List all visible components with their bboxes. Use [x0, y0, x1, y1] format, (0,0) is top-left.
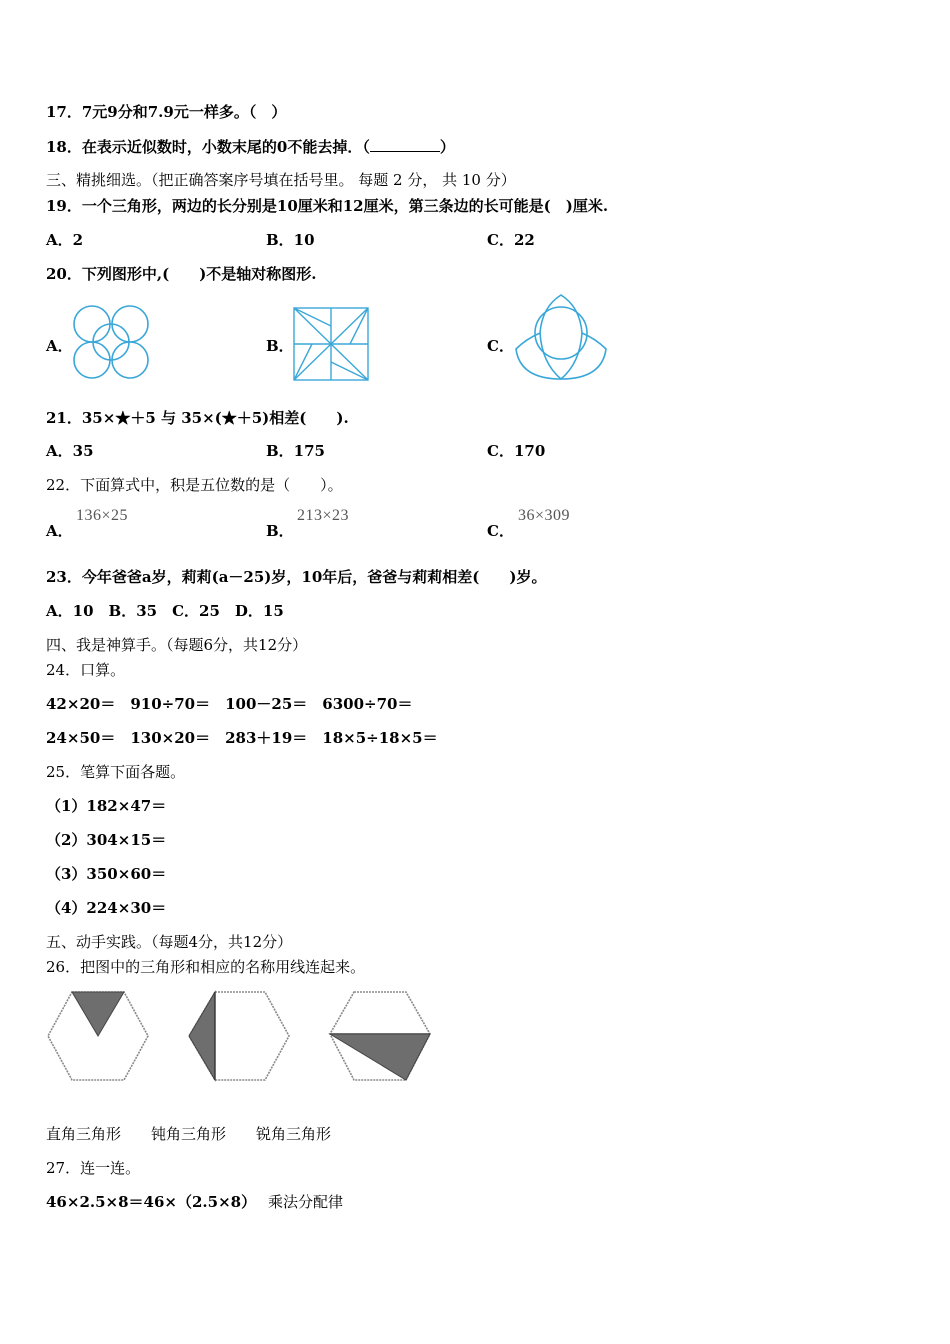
question-18-text: 18．在表示近似数时，小数末尾的0不能去掉．（ [46, 138, 370, 156]
q19-option-b: B．10 [266, 231, 315, 249]
question-24: 24．口算。 [46, 661, 126, 679]
question-25: 25．笔算下面各题。 [46, 763, 186, 781]
question-20: 20．下列图形中,( )不是轴对称图形. [46, 265, 317, 283]
q25-item: （2）304×15＝ [46, 831, 167, 849]
q23-options: A．10 B．35 C．25 D．15 [46, 602, 284, 620]
q22-option-a: A． [46, 522, 73, 540]
four-circles-figure [70, 302, 154, 384]
question-18-close: ） [439, 138, 455, 156]
question-21: 21．35×★＋5 与 35×(★＋5)相差( ). [46, 409, 349, 427]
q22-expression-b: 213×23 [297, 507, 350, 524]
hexagon-obtuse-triangle-figure [187, 990, 291, 1082]
q19-option-a: A．2 [46, 231, 84, 249]
question-27: 27．连一连。 [46, 1159, 141, 1177]
q25-item: （1）182×47＝ [46, 797, 167, 815]
q27-left-expression: 46×2.5×8＝46×（2.5×8） [46, 1193, 257, 1211]
question-17: 17．7元9分和7.9元一样多。（ ） [46, 103, 287, 121]
hexagon-right-triangle-figure [46, 990, 150, 1082]
hexagon-acute-triangle-figure [328, 990, 432, 1082]
q22-option-c: C． [487, 522, 514, 540]
pinwheel-figure [292, 306, 370, 382]
section-5-heading: 五、动手实践。（每题4分，共12分） [46, 933, 293, 951]
q24-row-1: 42×20＝ 910÷70＝ 100－25＝ 6300÷70＝ [46, 695, 413, 713]
q22-expression-a: 136×25 [76, 507, 129, 524]
question-23: 23．今年爸爸a岁，莉莉(a－25)岁，10年后，爸爸与莉莉相差( )岁。 [46, 568, 547, 586]
section-4-heading: 四、我是神算手。（每题6分，共12分） [46, 636, 308, 654]
three-arcs-figure [512, 293, 610, 383]
q24-row-2: 24×50＝ 130×20＝ 283＋19＝ 18×5÷18×5＝ [46, 729, 438, 747]
section-3-heading: 三、精挑细选。（把正确答案序号填在括号里。 每题 2 分， 共 10 分） [46, 171, 516, 189]
q22-expression-c: 36×309 [518, 507, 571, 524]
q26-triangle-names: 直角三角形 钝角三角形 锐角三角形 [46, 1125, 332, 1143]
q20-option-a: A． [46, 337, 73, 355]
question-18 [46, 137, 455, 156]
q27-right-label: 乘法分配律 [268, 1193, 344, 1211]
answer-blank[interactable] [370, 137, 440, 152]
q19-option-c: C．22 [487, 231, 535, 249]
q25-item: （4）224×30＝ [46, 899, 167, 917]
q20-option-b: B． [266, 337, 294, 355]
q25-item: （3）350×60＝ [46, 865, 167, 883]
question-22: 22．下面算式中，积是五位数的是（ ）。 [46, 476, 343, 494]
question-19: 19．一个三角形，两边的长分别是10厘米和12厘米，第三条边的长可能是( )厘米. [46, 197, 609, 215]
q21-option-a: A．35 [46, 442, 94, 460]
question-26: 26．把图中的三角形和相应的名称用线连起来。 [46, 958, 366, 976]
q20-option-c: C． [487, 337, 514, 355]
q21-option-b: B．175 [266, 442, 325, 460]
q21-option-c: C．170 [487, 442, 546, 460]
q22-option-b: B． [266, 522, 294, 540]
